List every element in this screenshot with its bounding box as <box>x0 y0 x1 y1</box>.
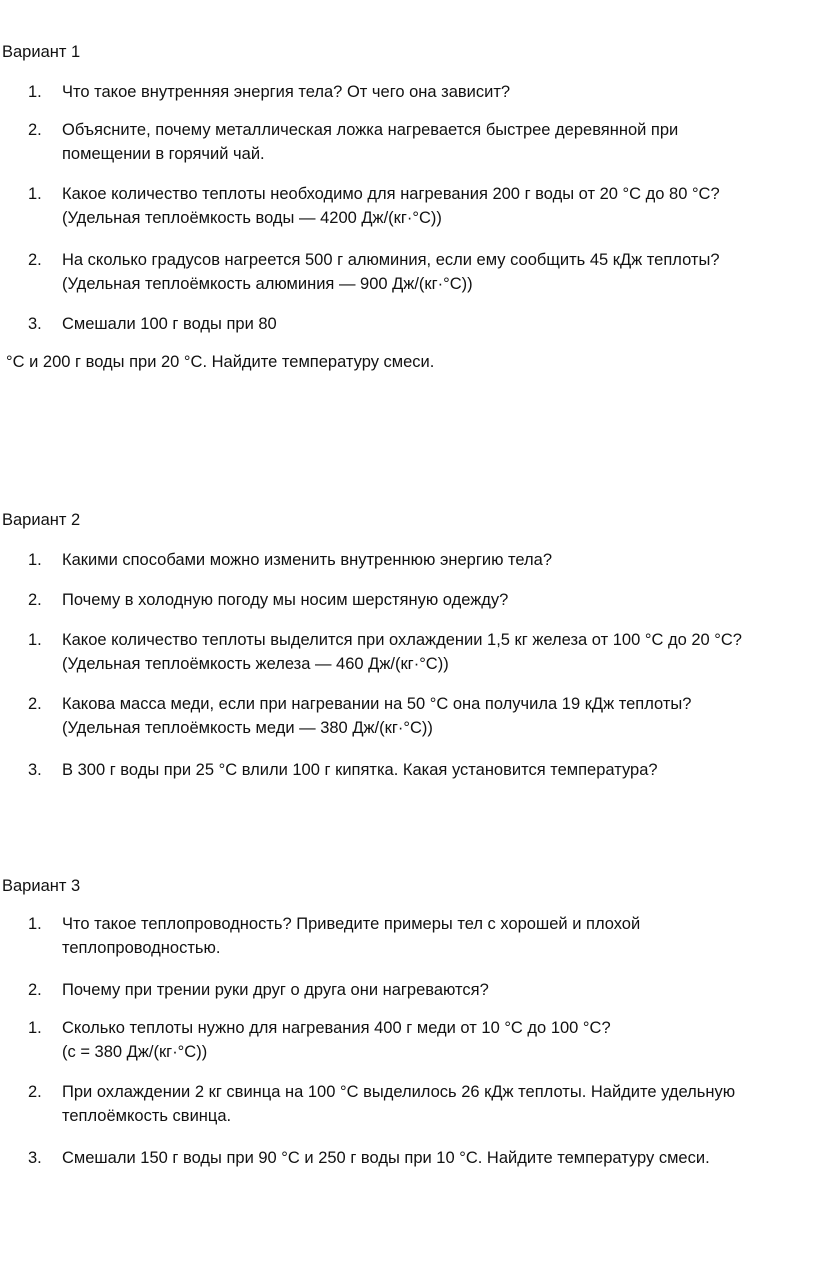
item-number: 1. <box>28 631 42 649</box>
item-text: Что такое внутренняя энергия тела? От чего она зависит? <box>62 83 511 101</box>
item-text: Какое количество теплоты выделится при охлаждении 1,5 кг железа от 100 °C до 20 °C? <box>62 631 742 649</box>
item-text: Смешали 150 г воды при 90 °C и 250 г воды при 10 °C. Найдите температуру смеси. <box>62 1149 710 1167</box>
item-text: Какими способами можно изменить внутреннюю энергию тела? <box>62 551 553 569</box>
item-number: 1. <box>28 551 42 569</box>
item-text: теплоёмкость свинца. <box>62 1107 232 1125</box>
item-text: (Удельная теплоёмкость алюминия — 900 Дж/(кг·°C)) <box>62 275 473 293</box>
item-number: 1. <box>28 83 42 101</box>
item-text: помещении в горячий чай. <box>62 145 265 163</box>
item-number: 1. <box>28 915 42 933</box>
item-text: (Удельная теплоёмкость железа — 460 Дж/(кг·°C)) <box>62 655 449 673</box>
item-text: теплопроводностью. <box>62 939 221 957</box>
item-text: Какова масса меди, если при нагревании на 50 °C она получила 19 кДж теплоты? <box>62 695 692 713</box>
item-number: 3. <box>28 315 42 333</box>
item-text: Почему при трении руки друг о друга они нагреваются? <box>62 981 489 999</box>
variant-3-title: Вариант 3 <box>2 877 81 895</box>
item-number: 3. <box>28 761 42 779</box>
item-number: 2. <box>28 981 42 999</box>
item-text: Сколько теплоты нужно для нагревания 400 г меди от 10 °C до 100 °C? <box>62 1019 611 1037</box>
item-text: Почему в холодную погоду мы носим шерстяную одежду? <box>62 591 509 609</box>
item-text: Объясните, почему металлическая ложка нагревается быстрее деревянной при <box>62 121 679 139</box>
item-text: (c = 380 Дж/(кг·°C)) <box>62 1043 208 1061</box>
variant-1-title: Вариант 1 <box>2 43 81 61</box>
item-text: Какое количество теплоты необходимо для нагревания 200 г воды от 20 °C до 80 °C? <box>62 185 720 203</box>
item-number: 1. <box>28 185 42 203</box>
item-continuation: °C и 200 г воды при 20 °C. Найдите температуру смеси. <box>6 353 435 371</box>
item-text: Что такое теплопроводность? Приведите примеры тел с хорошей и плохой <box>62 915 641 933</box>
item-number: 2. <box>28 251 42 269</box>
item-number: 2. <box>28 591 42 609</box>
item-number: 2. <box>28 121 42 139</box>
item-number: 2. <box>28 695 42 713</box>
item-text: На сколько градусов нагреется 500 г алюминия, если ему сообщить 45 кДж теплоты? <box>62 251 720 269</box>
item-number: 2. <box>28 1083 42 1101</box>
item-number: 3. <box>28 1149 42 1167</box>
variant-2-title: Вариант 2 <box>2 511 81 529</box>
item-number: 1. <box>28 1019 42 1037</box>
item-text: (Удельная теплоёмкость воды — 4200 Дж/(кг·°C)) <box>62 209 442 227</box>
item-text: В 300 г воды при 25 °C влили 100 г кипятка. Какая установится температура? <box>62 761 658 779</box>
item-text: Смешали 100 г воды при 80 <box>62 315 277 333</box>
item-text: При охлаждении 2 кг свинца на 100 °C выделилось 26 кДж теплоты. Найдите удельную <box>62 1083 736 1101</box>
item-text: (Удельная теплоёмкость меди — 380 Дж/(кг·°C)) <box>62 719 433 737</box>
